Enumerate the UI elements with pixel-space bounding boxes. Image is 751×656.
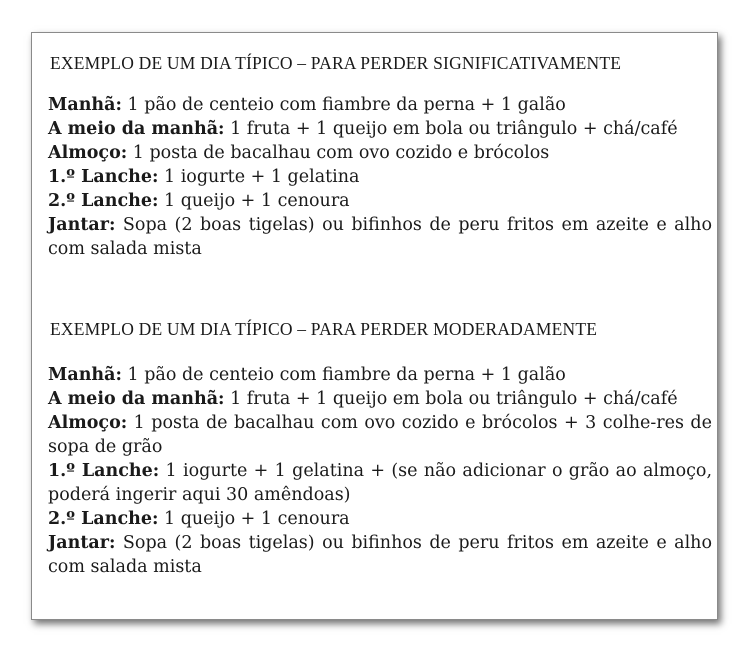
meal-entry-snack-2 [48, 189, 712, 213]
meal-list-moderate [48, 363, 712, 579]
meal-label: 2.º Lanche: [48, 191, 159, 211]
meal-text: 1 queijo + 1 cenoura [158, 509, 350, 529]
meal-text: 1 posta de bacalhau com ovo cozido e brócolos [127, 143, 550, 163]
meal-entry-breakfast [48, 363, 712, 387]
meal-text: 1 fruta + 1 queijo em bola ou triângulo + chá/café [224, 389, 678, 409]
section-title-significant: EXEMPLO DE UM DIA TÍPICO – PARA PERDER SIGNIFICATIVAMENTE [50, 53, 622, 73]
meal-label: Jantar: [48, 215, 116, 235]
meal-label: A meio da manhã: [48, 389, 225, 409]
meal-label: 1.º Lanche: [48, 461, 160, 481]
meal-entry-dinner [48, 531, 712, 579]
meal-entry-lunch [48, 411, 712, 459]
meal-label: Manhã: [48, 95, 122, 115]
meal-entry-snack-1 [48, 165, 712, 189]
meal-text: 1 iogurte + 1 gelatina [158, 167, 360, 187]
meal-text: 1 pão de centeio com fiambre da perna + 1 galão [121, 95, 566, 115]
meal-entry-snack-1 [48, 459, 712, 507]
meal-label: A meio da manhã: [48, 119, 225, 139]
meal-entry-midmorning [48, 117, 712, 141]
meal-label: Almoço: [48, 413, 128, 433]
meal-text: 1 fruta + 1 queijo em bola ou triângulo + chá/café [224, 119, 678, 139]
section-title-moderate: EXEMPLO DE UM DIA TÍPICO – PARA PERDER MODERADAMENTE [50, 319, 598, 339]
meal-entry-snack-2 [48, 507, 712, 531]
meal-entry-lunch [48, 141, 712, 165]
document-page [31, 32, 718, 620]
meal-text: 1 pão de centeio com fiambre da perna + 1 galão [121, 365, 566, 385]
meal-text: 1 queijo + 1 cenoura [158, 191, 350, 211]
meal-text: Sopa (2 boas tigelas) ou bifinhos de peru fritos em azeite e alho com salada mista [48, 215, 712, 259]
meal-text: Sopa (2 boas tigelas) ou bifinhos de peru fritos em azeite e alho com salada mista [48, 533, 712, 577]
meal-label: Jantar: [48, 533, 116, 553]
meal-entry-breakfast [48, 93, 712, 117]
meal-entry-dinner [48, 213, 712, 261]
meal-label: 2.º Lanche: [48, 509, 159, 529]
meal-list-significant [48, 93, 712, 261]
meal-label: Manhã: [48, 365, 122, 385]
meal-label: 1.º Lanche: [48, 167, 159, 187]
meal-entry-midmorning [48, 387, 712, 411]
meal-label: Almoço: [48, 143, 128, 163]
meal-text: 1 iogurte + 1 gelatina + (se não adicionar o grão ao almoço, poderá ingerir aqui 30 amêndoas) [48, 461, 713, 505]
meal-text: 1 posta de bacalhau com ovo cozido e brócolos + 3 colhe-res de sopa de grão [48, 413, 712, 457]
